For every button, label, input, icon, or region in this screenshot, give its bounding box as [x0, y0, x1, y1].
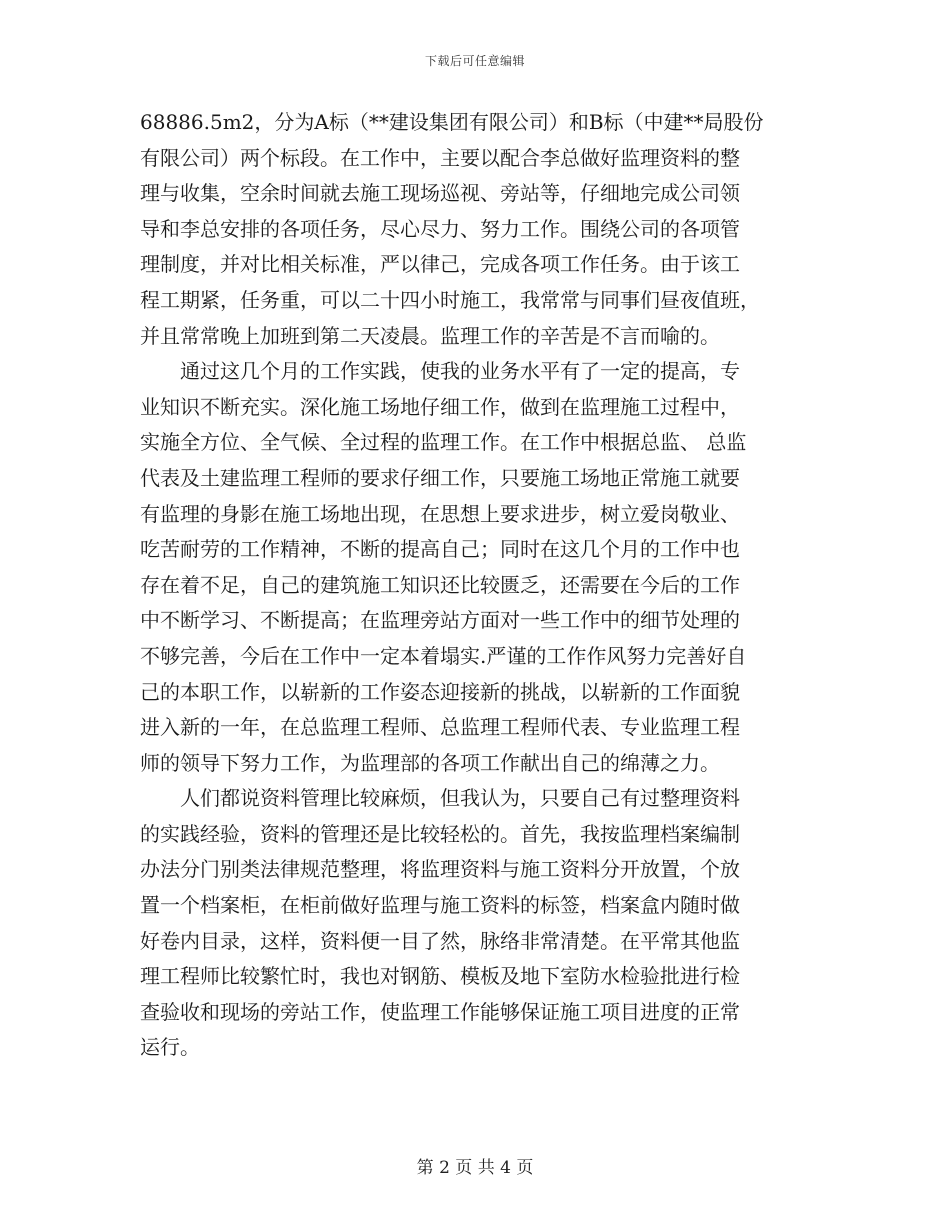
text-line: 代表及土建监理工程师的要求仔细工作，只要施工场地正常施工就要 [140, 465, 740, 490]
text-line: 存在着不足，自己的建筑施工知识还比较匮乏，还需要在今后的工作 [140, 572, 740, 597]
text-line: 不够完善，今后在工作中一定本着塌实.严谨的工作作风努力完善好自 [140, 643, 747, 668]
text-line: 有限公司）两个标段。在工作中，主要以配合李总做好监理资料的整 [140, 145, 740, 170]
text-line: 理与收集，空余时间就去施工现场巡视、旁站等，仔细地完成公司领 [140, 181, 740, 206]
text-line: 置一个档案柜，在柜前做好监理与施工资料的标签，档案盒内随时做 [140, 893, 740, 918]
text-line: 好卷内目录，这样，资料便一目了然，脉络非常清楚。在平常其他监 [140, 928, 740, 953]
text-line: 理工程师比较繁忙时，我也对钢筋、模板及地下室防水检验批进行检 [140, 964, 740, 989]
text-line: 业知识不断充实。深化施工场地仔细工作，做到在监理施工过程中， [140, 394, 740, 419]
page-number: 第 2 页 共 4 页 [416, 1158, 534, 1178]
text-line: 程工期紧，任务重，可以二十四小时施工，我常常与同事们昼夜值班， [140, 287, 760, 312]
text-line: 办法分门别类法律规范整理，将监理资料与施工资料分开放置，个放 [140, 857, 740, 882]
text-line: 的实践经验，资料的管理还是比较轻松的。首先，我按监理档案编制 [140, 821, 740, 846]
text-line: 己的本职工作，以崭新的工作姿态迎接新的挑战，以崭新的工作面貌 [140, 679, 740, 704]
text-line: 进入新的一年，在总监理工程师、总监理工程师代表、专业监理工程 [140, 715, 740, 740]
text-line: 中不断学习、不断提高；在监理旁站方面对一些工作中的细节处理的 [140, 608, 740, 633]
text-line: 吃苦耐劳的工作精神，不断的提高自己；同时在这几个月的工作中也 [140, 537, 740, 562]
text-line: 68886.5m2，分为A标（**建设集团有限公司）和B标（中建**局股份 [140, 110, 764, 134]
text-line: 并且常常晚上加班到第二天凌晨。监理工作的辛苦是不言而喻的。 [140, 323, 720, 348]
text-line: 人们都说资料管理比较麻烦，但我认为，只要自己有过整理资料 [140, 786, 740, 811]
text-line: 导和李总安排的各项任务，尽心尽力、努力工作。围绕公司的各项管 [140, 216, 740, 241]
text-line: 运行。 [140, 1035, 200, 1060]
text-line: 师的领导下努力工作，为监理部的各项工作献出自己的绵薄之力。 [140, 750, 720, 775]
page-header: 下载后可任意编辑 [424, 54, 525, 68]
text-line: 有监理的身影在施工场地出现，在思想上要求进步，树立爱岗敬业、 [140, 501, 740, 526]
text-line: 查验收和现场的旁站工作，使监理工作能够保证施工项目进度的正常 [140, 999, 740, 1024]
document-body [140, 105, 816, 1066]
text-line: 实施全方位、全气候、全过程的监理工作。在工作中根据总监、 总监 [140, 430, 747, 455]
text-line: 通过这几个月的工作实践，使我的业务水平有了一定的提高，专 [140, 359, 740, 384]
text-line: 理制度，并对比相关标准，严以律己，完成各项工作任务。由于该工 [140, 252, 740, 277]
